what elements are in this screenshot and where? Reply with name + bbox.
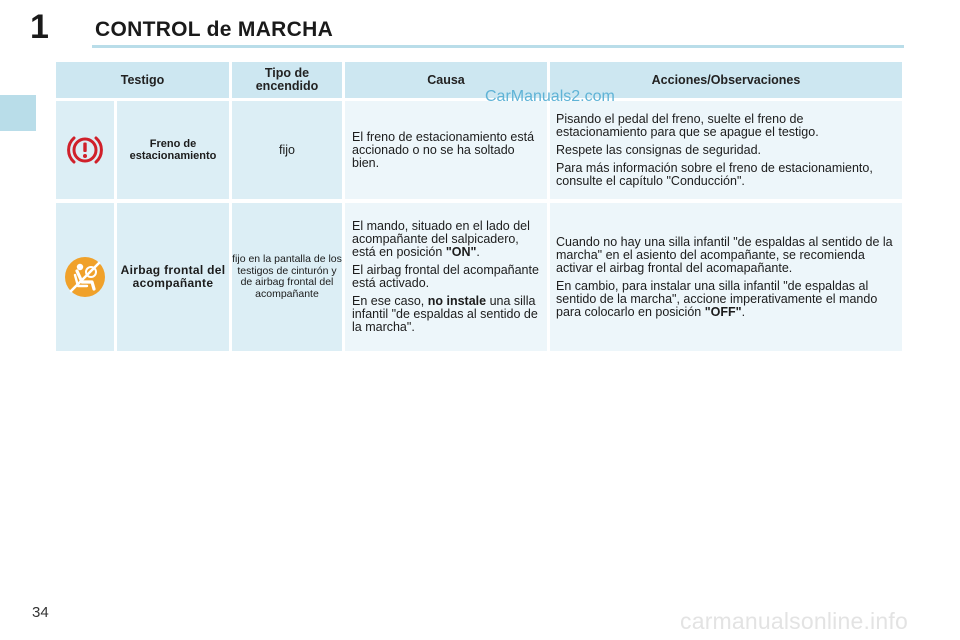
- column-header-acciones: Acciones/Observaciones: [550, 62, 902, 98]
- lighting-type: fijo en la pantalla de los testigos de cinturón y de airbag frontal del acompañante: [232, 253, 342, 300]
- table-row: [56, 203, 902, 351]
- cause-text-part: En ese caso,: [352, 294, 428, 308]
- cause-text: El freno de estacionamiento está accionado o no se ha soltado bien.: [352, 129, 535, 170]
- cause-text-part: El mando, situado en el lado del acompañante del salpicadero, está en posición: [352, 219, 530, 259]
- cause-text: [352, 295, 543, 334]
- warning-name-cell: [117, 203, 229, 351]
- column-header-causa: Causa: [345, 62, 547, 98]
- on-position-label: "ON": [445, 245, 477, 259]
- cause-text: El airbag frontal del acompañante está activado.: [352, 263, 539, 290]
- lighting-type-cell: [232, 203, 342, 351]
- cause-cell: [345, 101, 547, 199]
- page-number: 34: [32, 604, 49, 621]
- page-title: CONTROL de MARCHA: [95, 18, 334, 41]
- chapter-tab-marker: [0, 95, 36, 131]
- column-header-testigo: Testigo: [56, 62, 229, 98]
- actions-cell: [550, 203, 902, 351]
- action-text-part: .: [741, 304, 746, 319]
- warning-icon-cell: [56, 101, 114, 199]
- action-text: Para más información sobre el freno de estacionamiento, consulte el capítulo "Conducción".: [556, 160, 873, 188]
- action-text: Respete las consignas de seguridad.: [556, 142, 761, 157]
- action-text-part: En cambio, para instalar una silla infantil "de espaldas al sentido de la marcha", accione imperativamente el mando para colocarlo en posición: [556, 278, 878, 319]
- off-position-label: "OFF": [704, 304, 742, 319]
- warning-icon-cell: [56, 203, 114, 351]
- watermark-bottom: carmanualsonline.info: [680, 608, 908, 634]
- warning-name-cell: [117, 101, 229, 199]
- warning-name: Airbag frontal del acompañante: [120, 263, 226, 290]
- actions-cell: [550, 101, 902, 199]
- column-header-tipo: Tipo de encendido: [232, 62, 342, 98]
- warning-name: Freno de estacionamiento: [129, 138, 217, 162]
- no-instale-label: no instale: [427, 294, 487, 308]
- table-row: [56, 101, 902, 199]
- cause-cell: [345, 203, 547, 351]
- action-text: [556, 280, 896, 319]
- brake-warning-icon: [65, 130, 105, 170]
- airbag-off-icon: [63, 255, 107, 299]
- table-header-row: [56, 62, 902, 98]
- action-text: Cuando no hay una silla infantil "de espaldas al sentido de la marcha" en el asiento del acompañante, se recomienda activar el airbag frontal del acomapañante.: [556, 234, 893, 275]
- cause-text-part: .: [476, 245, 480, 259]
- lighting-type-cell: [232, 101, 342, 199]
- cause-text: [352, 220, 543, 259]
- chapter-number: 1: [30, 8, 49, 46]
- cause-text-part: una silla infantil "de espaldas al sentido de la marcha".: [352, 294, 538, 334]
- title-divider: [92, 45, 904, 48]
- watermark-top: CarManuals2.com: [485, 88, 615, 105]
- action-text: Pisando el pedal del freno, suelte el freno de estacionamiento para que se apague el testigo.: [556, 111, 819, 139]
- lighting-type: fijo: [279, 142, 295, 157]
